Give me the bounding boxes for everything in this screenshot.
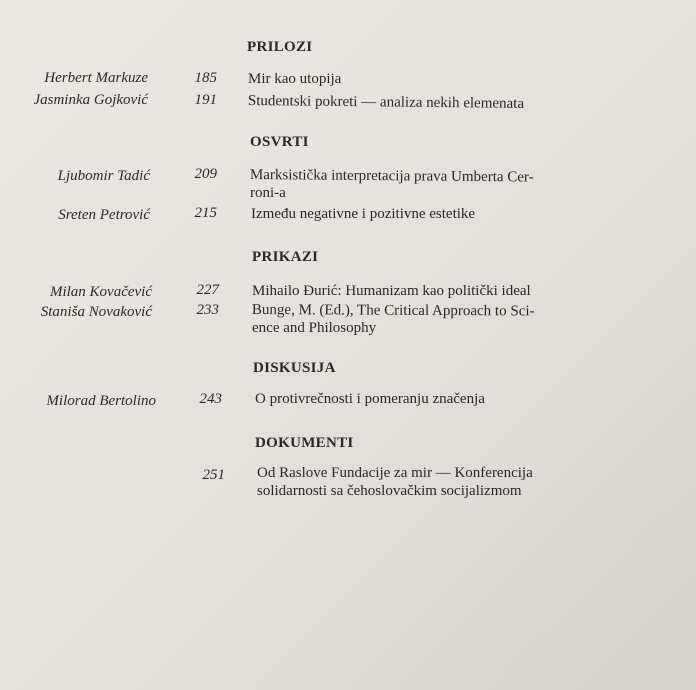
entry-page-number: 227 [196,282,219,298]
entry-author: Ljubomir Tadić [57,168,150,184]
entry-page-number: 191 [194,92,217,108]
entry-page-number: 215 [194,205,217,221]
entry-page-number: 209 [194,166,217,182]
entry-author: Sreten Petrović [58,207,150,223]
entry-title: Studentski pokreti — analiza nekih elemenata [247,92,525,112]
section-heading-diskusija: DISKUSIJA [253,360,336,376]
entry-author: Milan Kovačević [49,284,152,300]
entry-title: Između negativne i pozitivne estetike [251,206,476,222]
entry-page-number: 243 [199,391,222,407]
entry-title-continued: ence and Philosophy [252,320,377,336]
entry-title: Marksistička interpretacija prava Umberta Cer- [249,166,534,186]
entry-title: Bunge, M. (Ed.), The Critical Approach to Sci- [251,302,535,320]
entry-author: Herbert Markuze [44,70,148,86]
section-heading-prikazi: PRIKAZI [252,249,319,265]
entry-page-number: 233 [196,302,219,318]
entry-title: Mihailo Đurić: Humanizam kao politički ideal [252,283,531,299]
entry-author: Jasminka Gojković [33,92,148,108]
entry-author: Milorad Bertolino [46,393,156,409]
entry-author: Staniša Novaković [40,304,152,320]
entry-title: Od Raslove Fundacije za mir — Konferencija [257,465,533,481]
show-through-texture [210,236,223,266]
entry-title-continued: roni-a [250,185,286,201]
entry-page-number: 251 [202,467,225,483]
section-heading-dokumenti: DOKUMENTI [255,435,354,451]
entry-title: O protivrečnosti i pomeranju značenja [255,391,485,407]
section-heading-prilozi: PRILOZI [247,39,313,55]
entry-title-continued: solidarnosti sa čehoslovačkim socijalizmom [257,483,522,499]
entry-page-number: 185 [194,70,217,86]
section-heading-osvrti: OSVRTI [250,134,309,150]
entry-title: Mir kao utopija [248,71,342,87]
